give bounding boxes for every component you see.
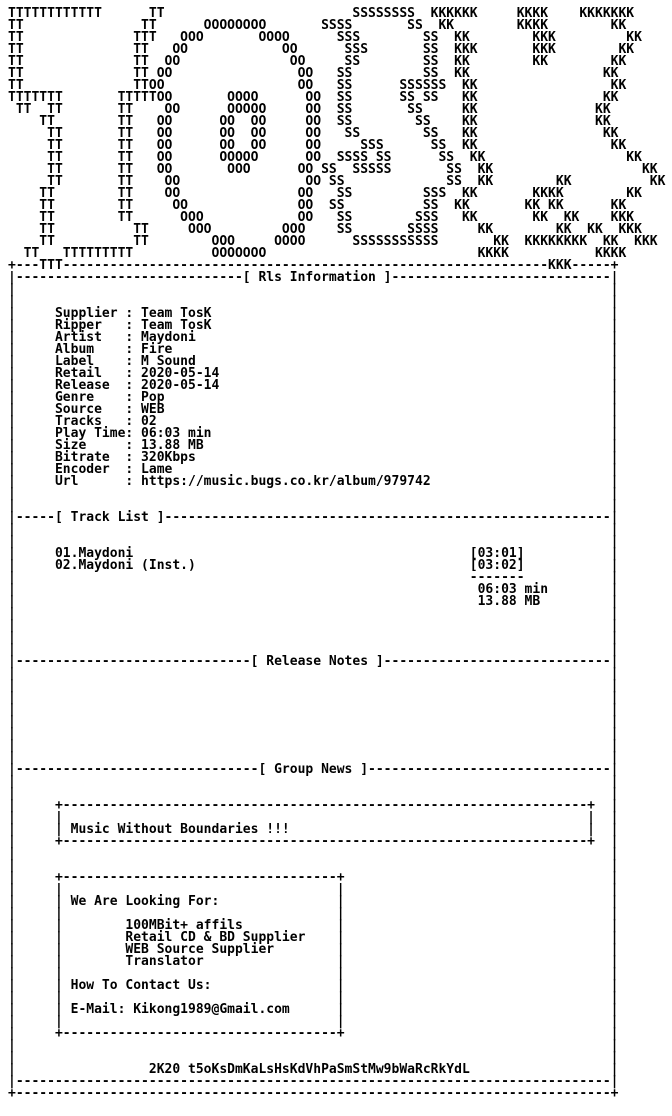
nfo-line: |----------------------------------------------------------------------------| (8, 1074, 619, 1089)
nfo-line: | | (8, 702, 619, 717)
nfo-line: | Release : 2020-05-14 | (8, 378, 619, 393)
nfo-line: | | (8, 858, 619, 873)
nfo-line: | | We Are Looking For: | | (8, 894, 619, 909)
nfo-line: TT TT OO OOO OO SS SSSSS SS KK KK (8, 162, 658, 177)
nfo-line: | Tracks : 02 | (8, 414, 619, 429)
nfo-line: | | E-Mail: Kikong1989@Gmail.com | | (8, 1002, 619, 1017)
nfo-line: | Label : M Sound | (8, 354, 619, 369)
nfo-line: | Size : 13.88 MB | (8, 438, 619, 453)
nfo-line: | | (8, 630, 619, 645)
nfo-line: | +-----------------------------------+ | (8, 1026, 619, 1041)
nfo-line: | | Retail CD & BD Supplier | | (8, 930, 619, 945)
nfo-line: | Album : Fire | (8, 342, 619, 357)
nfo-line: TT TT TT OO OOOOO OO SS SS KK KK (8, 102, 611, 117)
nfo-line: | Play Time: 06:03 min | (8, 426, 619, 441)
nfo-line: | Url : https://music.bugs.co.kr/album/979742 | (8, 474, 619, 489)
nfo-line: | | How To Contact Us: | | (8, 978, 619, 993)
nfo-line: | | (8, 678, 619, 693)
nfo-line: | Source : WEB | (8, 402, 619, 417)
nfo-line: | | (8, 498, 619, 513)
nfo-line: | | (8, 726, 619, 741)
nfo-line: | 02.Maydoni (Inst.) [03:02] | (8, 558, 619, 573)
nfo-line: TT TTTTTTTTT OOOOOOO KKKK KKKK (8, 246, 627, 261)
nfo-line: | | (8, 534, 619, 549)
nfo-line: | | (8, 666, 619, 681)
nfo-line: | 13.88 MB | (8, 594, 619, 609)
nfo-line: | | | | (8, 1014, 619, 1029)
nfo-line: | | (8, 750, 619, 765)
nfo-line: TT TT OO OO SSS SS KKK KKK KK (8, 42, 635, 57)
nfo-line: TT TT OOO OO SS SSS KK KK KK KKK (8, 210, 635, 225)
nfo-line: TT TT OO OO OO OO SS SS KK KK (8, 114, 611, 129)
nfo-line: | 06:03 min | (8, 582, 619, 597)
nfo-line: | | (8, 1050, 619, 1065)
nfo-line: |-----[ Track List ]---------------------------------------------------------| (8, 510, 619, 525)
nfo-line: | | | | (8, 882, 619, 897)
nfo-line: | Genre : Pop | (8, 390, 619, 405)
nfo-line: | | Music Without Boundaries !!! | | (8, 822, 619, 837)
nfo-line: TT TT OOOOOOOO SSSS SS KK KKKK KK (8, 18, 627, 33)
nfo-line: TT TT OOO OOOO SSSSSSSSSSS KK KKKKKKKK KK KKK (8, 234, 658, 249)
nfo-line: TT TT OO OO SS SS KK KK (8, 66, 619, 81)
nfo-line: | | | | (8, 966, 619, 981)
nfo-line: |-----------------------------[ Rls Information ]----------------------------| (8, 270, 619, 285)
nfo-line: |-------------------------------[ Group News ]-------------------------------| (8, 762, 619, 777)
nfo-line: +---TTT--------------------------------------------------------------KKK-----+ (8, 258, 619, 273)
nfo-line: | 2K20 t5oKsDmKaLsHsKdVhPaSmStMw9bWaRcRkYdL | (8, 1062, 619, 1077)
nfo-line: | | (8, 786, 619, 801)
nfo-text-block (8, 8, 665, 1100)
nfo-line: TT TT OO OO SS SSS KK KKKK KK (8, 186, 642, 201)
nfo-line: | | | | (8, 990, 619, 1005)
nfo-line: | | (8, 690, 619, 705)
nfo-line: +----------------------------------------------------------------------------+ (8, 1086, 619, 1101)
nfo-line: | +-------------------------------------------------------------------+ | (8, 798, 619, 813)
nfo-line: | | (8, 714, 619, 729)
nfo-line: TT TT OO OO SS SS KK KK KK (8, 54, 627, 69)
nfo-line: | +-----------------------------------+ | (8, 870, 619, 885)
nfo-line: | | 100MBit+ affils | | (8, 918, 619, 933)
nfo-line: TT TT OO OO SS SS KK KK KK KK (8, 198, 627, 213)
nfo-line: | | Translator | | (8, 954, 619, 969)
nfo-line: | | (8, 522, 619, 537)
nfo-line: TT TTOO OO SS SSSSSS KK KK (8, 78, 627, 93)
nfo-line: | ------- | (8, 570, 619, 585)
nfo-line: | | (8, 294, 619, 309)
nfo-line: | | (8, 282, 619, 297)
nfo-line: | | (8, 774, 619, 789)
nfo-line: | | (8, 846, 619, 861)
nfo-line: | +-------------------------------------------------------------------+ | (8, 834, 619, 849)
nfo-line: | Retail : 2020-05-14 | (8, 366, 619, 381)
nfo-line: | 01.Maydoni [03:01] | (8, 546, 619, 561)
nfo-line: | Artist : Maydoni | (8, 330, 619, 345)
nfo-line: | | (8, 486, 619, 501)
nfo-line: TT TT OOO OOO SS SSSS KK KK KK KKK (8, 222, 642, 237)
nfo-line: TT TT OO OOOOO OO SSSS SS SS KK KK (8, 150, 642, 165)
nfo-line: TT TT OO OO OO OO SS SS KK KK (8, 126, 619, 141)
nfo-line: | | WEB Source Supplier | | (8, 942, 619, 957)
nfo-line: | | (8, 642, 619, 657)
nfo-line: | | (8, 618, 619, 633)
nfo-line: | Ripper : Team TosK | (8, 318, 619, 333)
nfo-line: | Encoder : Lame | (8, 462, 619, 477)
nfo-line: | Supplier : Team TosK | (8, 306, 619, 321)
nfo-line: TT TT OO OO SS SS KK KK KK (8, 174, 666, 189)
nfo-line: |------------------------------[ Release Notes ]-----------------------------| (8, 654, 619, 669)
nfo-line: | | (8, 738, 619, 753)
nfo-line: | | | | (8, 906, 619, 921)
nfo-line: | | | | (8, 810, 619, 825)
nfo-line: TTTTTTT TTTTTOO OOOO OO SS SS SS KK KK (8, 90, 619, 105)
nfo-line: TT TT OO OO OO OO SSS SS KK KK (8, 138, 627, 153)
nfo-line: | | (8, 1038, 619, 1053)
nfo-line: | Bitrate : 320Kbps | (8, 450, 619, 465)
nfo-line: TT TTT OOO OOOO SSS SS KK KKK KK (8, 30, 642, 45)
nfo-line: TTTTTTTTTTTT TT SSSSSSSS KKKKKK KKKK KKKKKKK (8, 6, 635, 21)
nfo-line: | | (8, 606, 619, 621)
